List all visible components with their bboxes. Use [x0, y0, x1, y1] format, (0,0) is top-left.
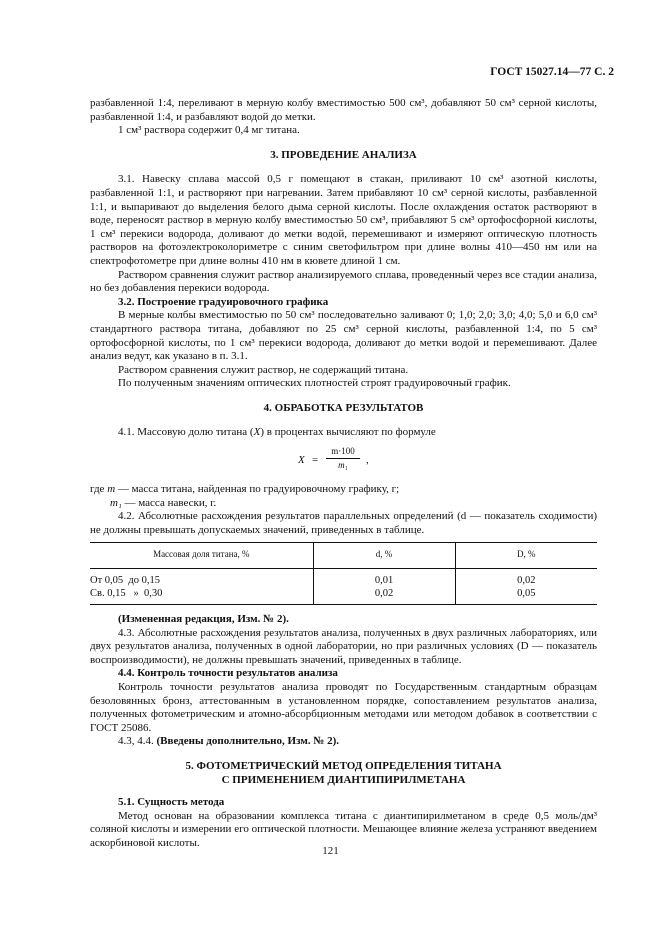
note-changed-text: (Измененная редакция, Изм. № 2). [118, 613, 289, 626]
formula-lhs: X [298, 454, 305, 467]
subheading-3-2-text: 3.2. Построение градуировочного графика [118, 295, 329, 308]
page-number: 121 [322, 845, 339, 857]
legend-m-var: m [107, 483, 116, 496]
legend-m1-var: m₁ [110, 496, 122, 509]
paragraph-3-2: В мерные колбы вместимостью по 50 см³ последовательно заливают 0; 1,0; 2,0; 3,0; 4,0; 5,0 и 6,0 см³ стандартного раствора титана, добавляют по 25 см³ серной кислоты, разбавленной 1:4, по 5 см³ ортофосфорной кислоты, по 1 см³ перекиси водорода, доливают до метки водой и перемешивают. Далее анализ ведут, как указано в п. 3.1. [90, 309, 597, 363]
legend-m1-text: — масса навески, г. [121, 496, 217, 509]
paragraph-4-1-post: ) в процентах вычисляют по формуле [260, 426, 436, 439]
variable-x: X [253, 426, 261, 439]
formula-denominator: m₁ [338, 460, 348, 471]
document-body [90, 97, 597, 851]
page-header: ГОСТ 15027.14—77 С. 2 [490, 66, 614, 78]
legend-m-pre: где [90, 483, 108, 496]
paragraph-calibration-graph: По полученным значениям оптических плотностей строят градуировочный график. [118, 377, 511, 390]
paragraph-reference-solution-2: Раствором сравнения служит раствор, не содержащий титана. [118, 363, 409, 376]
paragraph-4-4: Контроль точности результатов анализа проводят по Государственным стандартным образцам безоловянных бронз, аттестованным в установленном порядке, сопоставлением результатов анализа, полученных фотометрическим и атомно-абсорбционным методами или методом добавок в соответствии с ГОСТ 25086. [90, 681, 597, 734]
note-added-pre: 4.3, 4.4. [118, 735, 157, 748]
note-added-bold: (Введены дополнительно, Изм. № 2). [156, 735, 340, 748]
legend-m-text: — масса титана, найденная по градуировочному графику, г; [115, 483, 400, 496]
table-header-d: d, % [313, 543, 455, 569]
subheading-5-1-text: 5.1. Сущность метода [118, 796, 225, 809]
table-cell-range: От 0,05 до 0,15 [90, 575, 161, 587]
paragraph-reference-solution-1: Раствором сравнения служит раствор анализируемого сплава, проведенный через все стадии анализа, но без добавления перекиси водорода. [90, 268, 597, 295]
table-row [90, 588, 597, 605]
table-cell-d: 0,01 [313, 569, 455, 588]
paragraph-continuation: разбавленной 1:4, переливают в мерную колбу вместимостью 500 см³, добавляют 50 см³ серной кислоты, разбавленной 1:4, и разбавляют водой до метки. [90, 97, 597, 123]
table-header-mass-fraction: Массовая доля титана, % [90, 543, 313, 569]
section-4-heading: 4. ОБРАБОТКА РЕЗУЛЬТАТОВ [263, 401, 424, 414]
paragraph-3-1: 3.1. Навеску сплава массой 0,5 г помещают в стакан, приливают 10 см³ азотной кислоты, разбавленной 1:1, и растворяют при нагревании. Затем прибавляют 10 см³ серной кислоты, разбавленной 1:1, и выпаривают до выделения белого дыма серной кислоты. После охлаждения остаток растворяют в воде, переносят раствор в мерную колбу вместимостью 50 см³, прибавляют 5 см³ ортофосфорной кислоты, 1 см³ перекиси водорода, доливают до метки водой, перемешивают и измеряют оптическую плотность растворов на фотоэлектроколориметре с синим светофильтром при длине волны 410—450 нм или на спектрофотометре при длине волны 410 нм в кювете длиной 1 см. [90, 173, 597, 267]
note-added [90, 735, 597, 749]
table-row [90, 569, 597, 588]
subheading-5-1 [90, 796, 597, 810]
paragraph-5-1: Метод основан на образовании комплекса титана с диантипирилметаном в среде 0,5 моль/дм³ соляной кислоты и измерении его оптической плотности. Мешающее влияние железа устраняют введением аскорбиновой кислоты. [90, 809, 597, 849]
subheading-4-4-text: 4.4. Контроль точности результатов анализа [118, 667, 338, 680]
table-cell-range: Св. 0,15 » 0,30 [90, 588, 313, 605]
subheading-3-2 [90, 296, 597, 310]
paragraph-4-1-pre: 4.1. Массовую долю титана ( [118, 426, 254, 439]
subheading-4-4 [90, 667, 597, 681]
paragraph-concentration: 1 см³ раствора содержит 0,4 мг титана. [118, 124, 300, 137]
formula-comma: , [366, 454, 369, 467]
section-3-heading: 3. ПРОВЕДЕНИЕ АНАЛИЗА [270, 148, 417, 161]
section-5-heading-line1: 5. ФОТОМЕТРИЧЕСКИЙ МЕТОД ОПРЕДЕЛЕНИЯ ТИТАНА [185, 759, 502, 772]
table-cell-d: 0,02 [313, 588, 455, 605]
legend-m1 [90, 497, 597, 511]
paragraph-4-3: 4.3. Абсолютные расхождения результатов анализа, полученных в двух различных лабораториях, или двух результатов анализа, полученных в одной лаборатории, но при различных условиях (D — показатель воспроизводимости), не должны превышать значений, приведенных в таблице. [90, 626, 597, 666]
legend-m [90, 483, 597, 497]
tolerance-table [90, 542, 597, 605]
paragraph-4-2: 4.2. Абсолютные расхождения результатов параллельных определений (d — показатель сходимости) не должны превышать допускаемых значений, приведенных в таблице. [90, 510, 597, 536]
table-cell-D: 0,05 [455, 588, 597, 605]
formula-numerator: m·100 [326, 446, 360, 459]
formula-fraction [326, 446, 360, 471]
table-cell-D: 0,02 [455, 569, 597, 588]
paragraph-4-1 [90, 426, 597, 440]
note-changed-edition [90, 613, 597, 627]
section-5-heading-line2: С ПРИМЕНЕНИЕМ ДИАНТИПИРИЛМЕТАНА [221, 773, 466, 786]
section-5-heading [90, 760, 597, 787]
table-header-D: D, % [455, 543, 597, 569]
formula-equals: = [312, 454, 319, 467]
formula [90, 445, 597, 477]
